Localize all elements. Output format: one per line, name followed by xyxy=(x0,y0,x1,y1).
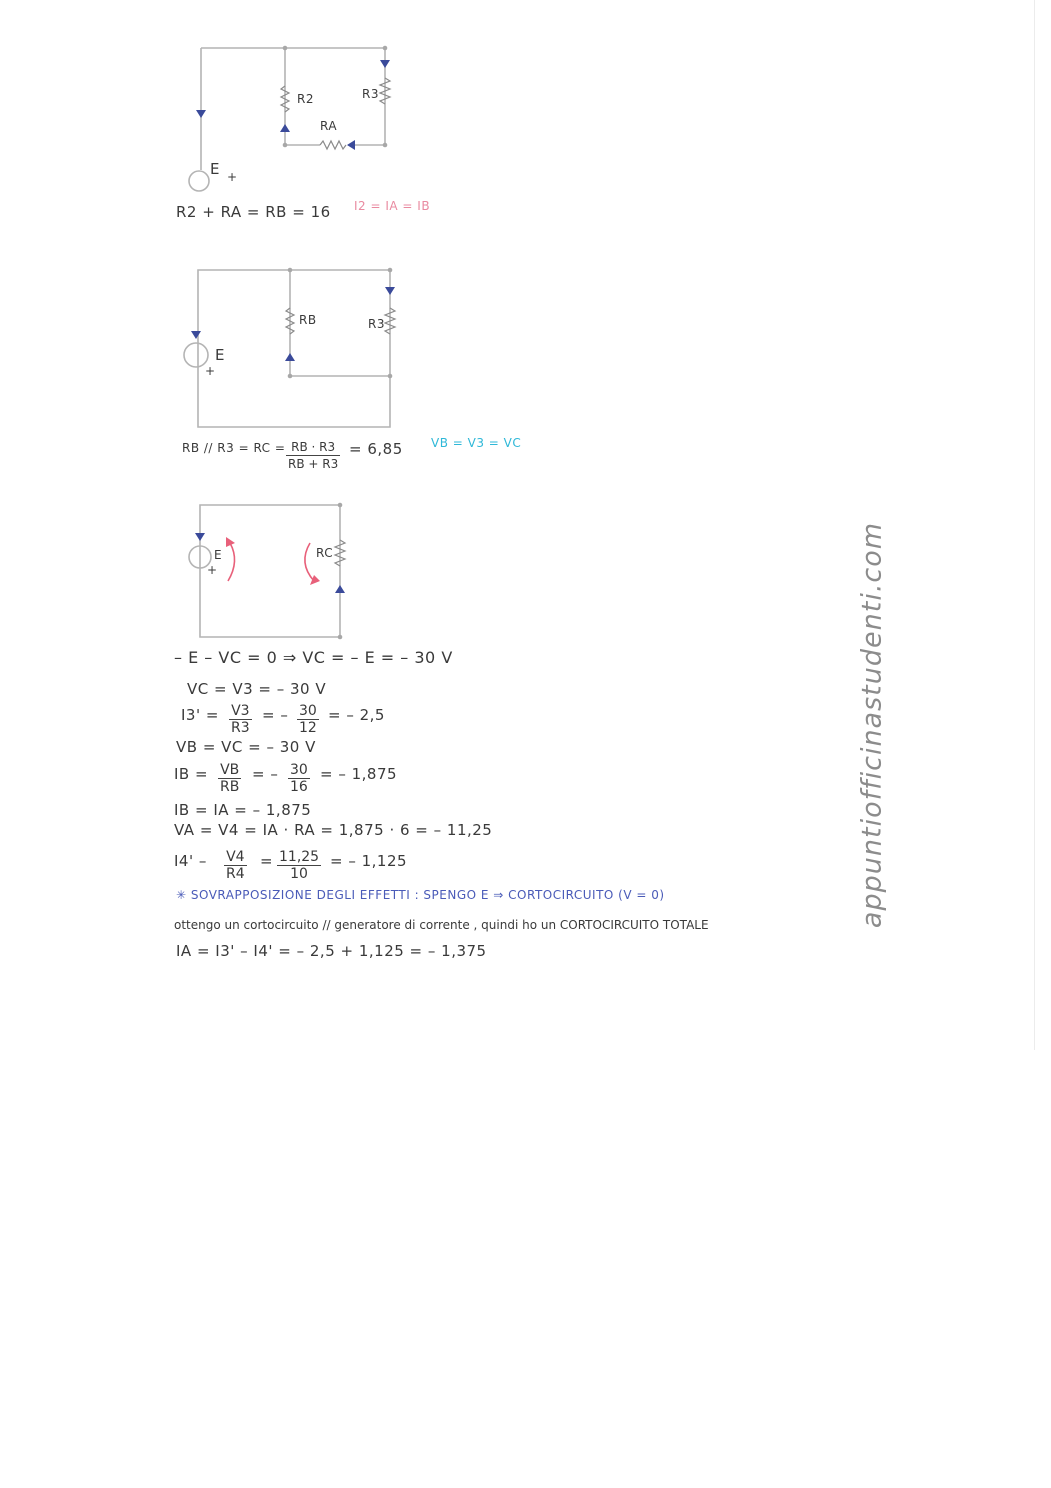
equation-rc-right: = 6,85 xyxy=(349,440,403,458)
calc-ib-right: = – 1,875 xyxy=(320,765,398,783)
label-source-e-c2: E xyxy=(215,346,225,364)
note-short-circuit: ottengo un cortocircuito // generatore di corrente , quindi ho un CORTOCIRCUITO TOTALE xyxy=(174,918,709,932)
calc-i4-right: = – 1,125 xyxy=(330,852,408,870)
calc-ib-left: IB = xyxy=(174,765,209,783)
calc-i3-fraction-1 xyxy=(229,703,252,736)
calc-line-v3: VC = V3 = – 30 V xyxy=(187,680,327,698)
calc-i4-f1-den: R4 xyxy=(226,866,245,882)
calc-i3-right: = – 2,5 xyxy=(328,706,385,724)
fraction-rc-denominator: RB + R3 xyxy=(288,457,339,471)
note-currents: I2 = IA = IB xyxy=(354,199,431,213)
calc-i4-fraction-2 xyxy=(277,849,321,882)
calc-ib-mid: = – xyxy=(252,765,279,783)
calc-line-va: VA = V4 = IA · RA = 1,875 · 6 = – 11,25 xyxy=(174,821,493,839)
equation-rb: R2 + RA = RB = 16 xyxy=(176,203,331,221)
label-ra: RA xyxy=(320,119,338,133)
calc-ib-fraction-2 xyxy=(288,762,310,795)
note-voltages: VB = V3 = VC xyxy=(431,436,522,450)
calc-line-ib-ia: IB = IA = – 1,875 xyxy=(174,801,312,819)
calc-i3-f2-num: 30 xyxy=(299,703,317,719)
label-source-e: E xyxy=(210,160,220,178)
label-r2: R2 xyxy=(297,92,314,106)
fraction-rc-numerator: RB · R3 xyxy=(286,439,340,456)
label-plus-c3: + xyxy=(207,563,218,577)
calc-ib-fraction-1 xyxy=(218,762,241,795)
calc-line-ia-final: IA = I3' – I4' = – 2,5 + 1,125 = – 1,375 xyxy=(176,942,487,960)
label-plus-c2: + xyxy=(205,364,216,378)
calc-i4-f2-num: 11,25 xyxy=(279,849,320,865)
calc-i3-f1-num: V3 xyxy=(229,703,252,720)
calc-i4-left: I4' – xyxy=(174,852,207,870)
calc-ib-f2-den: 16 xyxy=(290,779,308,795)
site-watermark: appuntiofficinastudenti.com xyxy=(856,521,888,929)
calc-ib-f2-num: 30 xyxy=(290,762,308,778)
calc-line-vc: – E – VC = 0 ⇒ VC = – E = – 30 V xyxy=(174,648,453,667)
label-rc: RC xyxy=(316,546,334,560)
calc-i3-f1-den: R3 xyxy=(231,720,250,736)
label-source-e-c3: E xyxy=(214,548,223,562)
calc-i4-fraction-1 xyxy=(224,849,247,882)
label-r3: R3 xyxy=(362,87,379,101)
calc-i4-mid: = xyxy=(260,852,274,870)
note-superposition: ✳ SOVRAPPOSIZIONE DEGLI EFFETTI : SPENGO E ⇒ CORTOCIRCUITO (V = 0) xyxy=(176,888,665,902)
calc-line-vb: VB = VC = – 30 V xyxy=(176,738,316,756)
label-plus: + xyxy=(227,170,238,184)
equation-rc-left: RB // R3 = RC = xyxy=(182,441,286,455)
calc-i3-fraction-2 xyxy=(297,703,319,736)
calc-i3-left: I3' = xyxy=(181,706,219,724)
calc-i3-mid: = – xyxy=(262,706,289,724)
label-rb: RB xyxy=(299,313,317,327)
calc-i4-f1-num: V4 xyxy=(224,849,247,866)
calc-i4-f2-den: 10 xyxy=(290,866,308,882)
label-r3-c2: R3 xyxy=(368,317,385,331)
fraction-rc xyxy=(286,439,340,472)
calc-ib-f1-den: RB xyxy=(220,779,240,795)
calc-i3-f2-den: 12 xyxy=(299,720,317,736)
calc-ib-f1-num: VB xyxy=(218,762,241,779)
page-edge-line xyxy=(1034,0,1035,1050)
